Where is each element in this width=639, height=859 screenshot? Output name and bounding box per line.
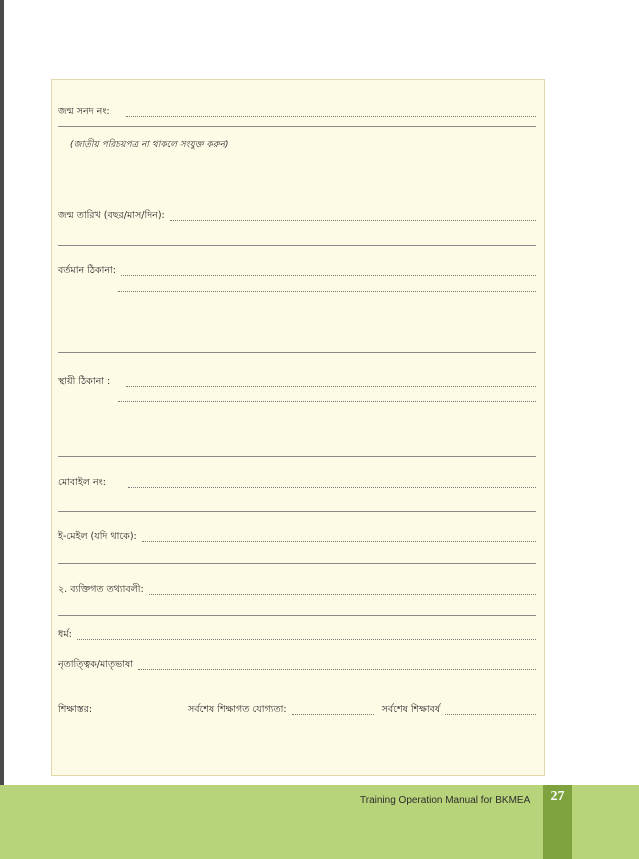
present-address-row xyxy=(58,264,536,279)
personal-info-label: ২. ব্যক্তিগত তথ্যাবলী: xyxy=(58,584,144,595)
email-row xyxy=(58,530,536,545)
ethnicity-row xyxy=(58,658,536,673)
religion-field[interactable] xyxy=(77,639,536,640)
birth-reg-label: জন্ম সনদ নং: xyxy=(58,106,110,117)
permanent-address-field[interactable] xyxy=(126,386,536,387)
present-address-row-2 xyxy=(115,291,536,295)
last-qualification-label: সর্বশেষ শিক্ষাগত যোগ্যতা: xyxy=(188,704,287,715)
present-address-field-2[interactable] xyxy=(118,291,536,292)
mobile-row xyxy=(58,476,536,491)
email-field[interactable] xyxy=(142,541,536,542)
dob-field[interactable] xyxy=(170,220,536,221)
religion-label: ধর্ম: xyxy=(58,629,72,640)
divider xyxy=(58,245,536,246)
birth-reg-field[interactable] xyxy=(126,116,536,117)
present-address-field[interactable] xyxy=(121,275,536,276)
permanent-address-label: স্থায়ী ঠিকানা : xyxy=(58,376,111,387)
permanent-address-field-2[interactable] xyxy=(118,401,536,402)
divider xyxy=(58,511,536,512)
personal-info-row xyxy=(58,583,536,598)
religion-row xyxy=(58,628,536,643)
permanent-address-row xyxy=(58,375,536,390)
divider xyxy=(58,615,536,616)
page-number: 27 xyxy=(550,789,565,804)
divider xyxy=(58,352,536,353)
ethnicity-field[interactable] xyxy=(138,669,536,670)
last-qualification-field[interactable] xyxy=(292,714,374,715)
mobile-label: মোবাইল নং: xyxy=(58,477,106,488)
divider xyxy=(58,126,536,127)
present-address-label: বর্তমান ঠিকানা: xyxy=(58,265,116,276)
dob-row xyxy=(58,209,536,224)
footer-title: Training Operation Manual for BKMEA xyxy=(360,795,531,806)
divider xyxy=(58,563,536,564)
ethnicity-label: নৃতাত্ত্বিক/মাতৃভাষা xyxy=(58,659,133,670)
education-label: শিক্ষাস্তর: xyxy=(58,704,93,715)
divider xyxy=(58,456,536,457)
permanent-address-row-2 xyxy=(115,401,536,405)
email-label: ই-মেইল (যদি থাকে): xyxy=(58,531,137,542)
last-year-field[interactable] xyxy=(445,714,536,715)
education-row xyxy=(58,703,536,718)
mobile-field[interactable] xyxy=(128,487,536,488)
dob-label: জন্ম তারিখ (বছর/মাস/দিন): xyxy=(58,210,165,221)
last-year-label: সর্বশেষ শিক্ষাবর্ষ xyxy=(381,704,441,715)
birth-reg-note: (জাতীয় পরিচয়পত্র না থাকলে সংযুক্ত করুন) xyxy=(70,140,229,150)
left-margin-rule xyxy=(0,0,4,859)
personal-info-field[interactable] xyxy=(149,594,536,595)
birth-reg-row xyxy=(58,105,536,120)
